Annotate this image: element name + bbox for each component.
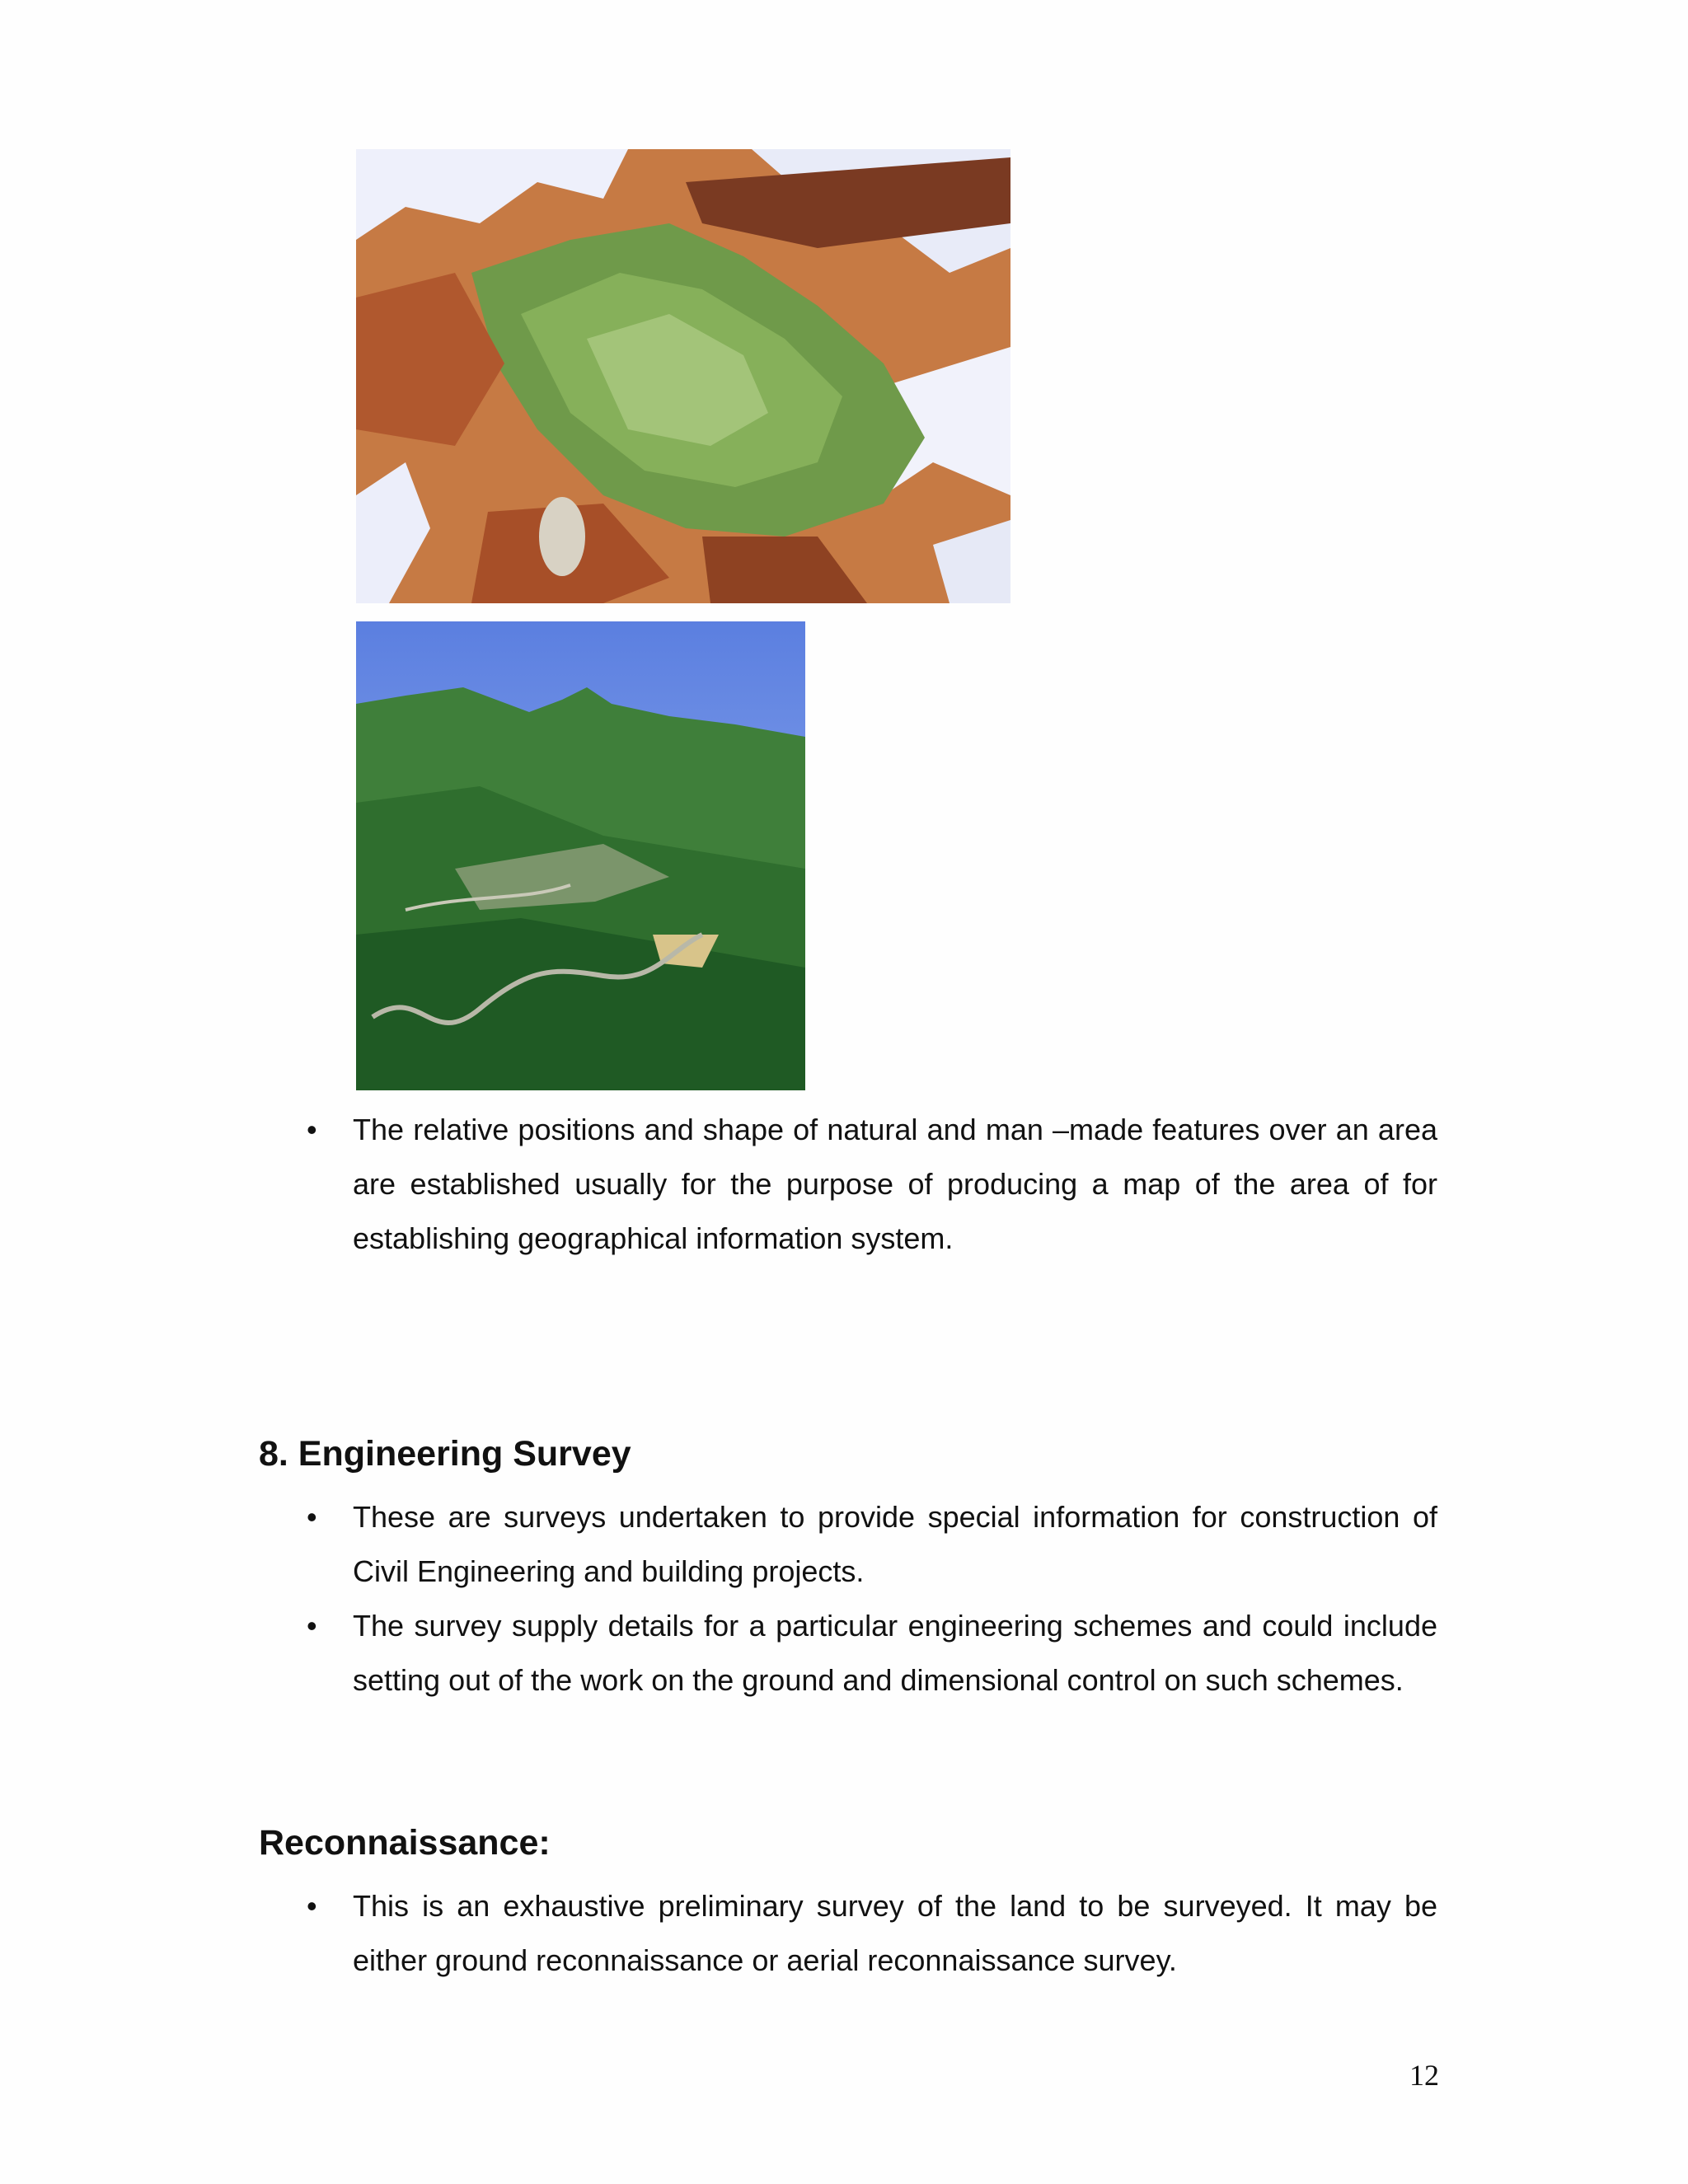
engineering-survey-bullet-1: These are surveys undertaken to provide special information for construction of Civil Engineering and building projects. bbox=[353, 1500, 1437, 1588]
engineering-survey-bullet-2: The survey supply details for a particular engineering schemes and could include setting out of the work on the ground and dimensional control on such schemes. bbox=[353, 1609, 1437, 1697]
forested-mountain-valley-photo bbox=[356, 621, 805, 1090]
bullet-marker: • bbox=[307, 1500, 317, 1534]
reconnaissance-bullet-1: This is an exhaustive preliminary survey of the land to be surveyed. It may be either ground reconnaissance or aerial reconnaissance survey. bbox=[353, 1889, 1437, 1977]
intro-bullet-text: The relative positions and shape of natural and man –made features over an area are established usually for the purpose of producing a map of the area of for establishing geographical information system. bbox=[353, 1113, 1437, 1255]
page-number: 12 bbox=[1409, 2059, 1439, 2092]
bullet-marker: • bbox=[307, 1113, 317, 1146]
bullet-marker: • bbox=[307, 1609, 317, 1643]
moss-photo-graphic bbox=[356, 149, 1010, 603]
valley-photo-graphic bbox=[356, 621, 805, 1090]
bullet-marker: • bbox=[307, 1889, 317, 1923]
engineering-survey-heading: 8. Engineering Survey bbox=[259, 1434, 631, 1474]
moss-covered-ground-photo bbox=[356, 149, 1010, 603]
reconnaissance-heading: Reconnaissance: bbox=[259, 1823, 551, 1863]
